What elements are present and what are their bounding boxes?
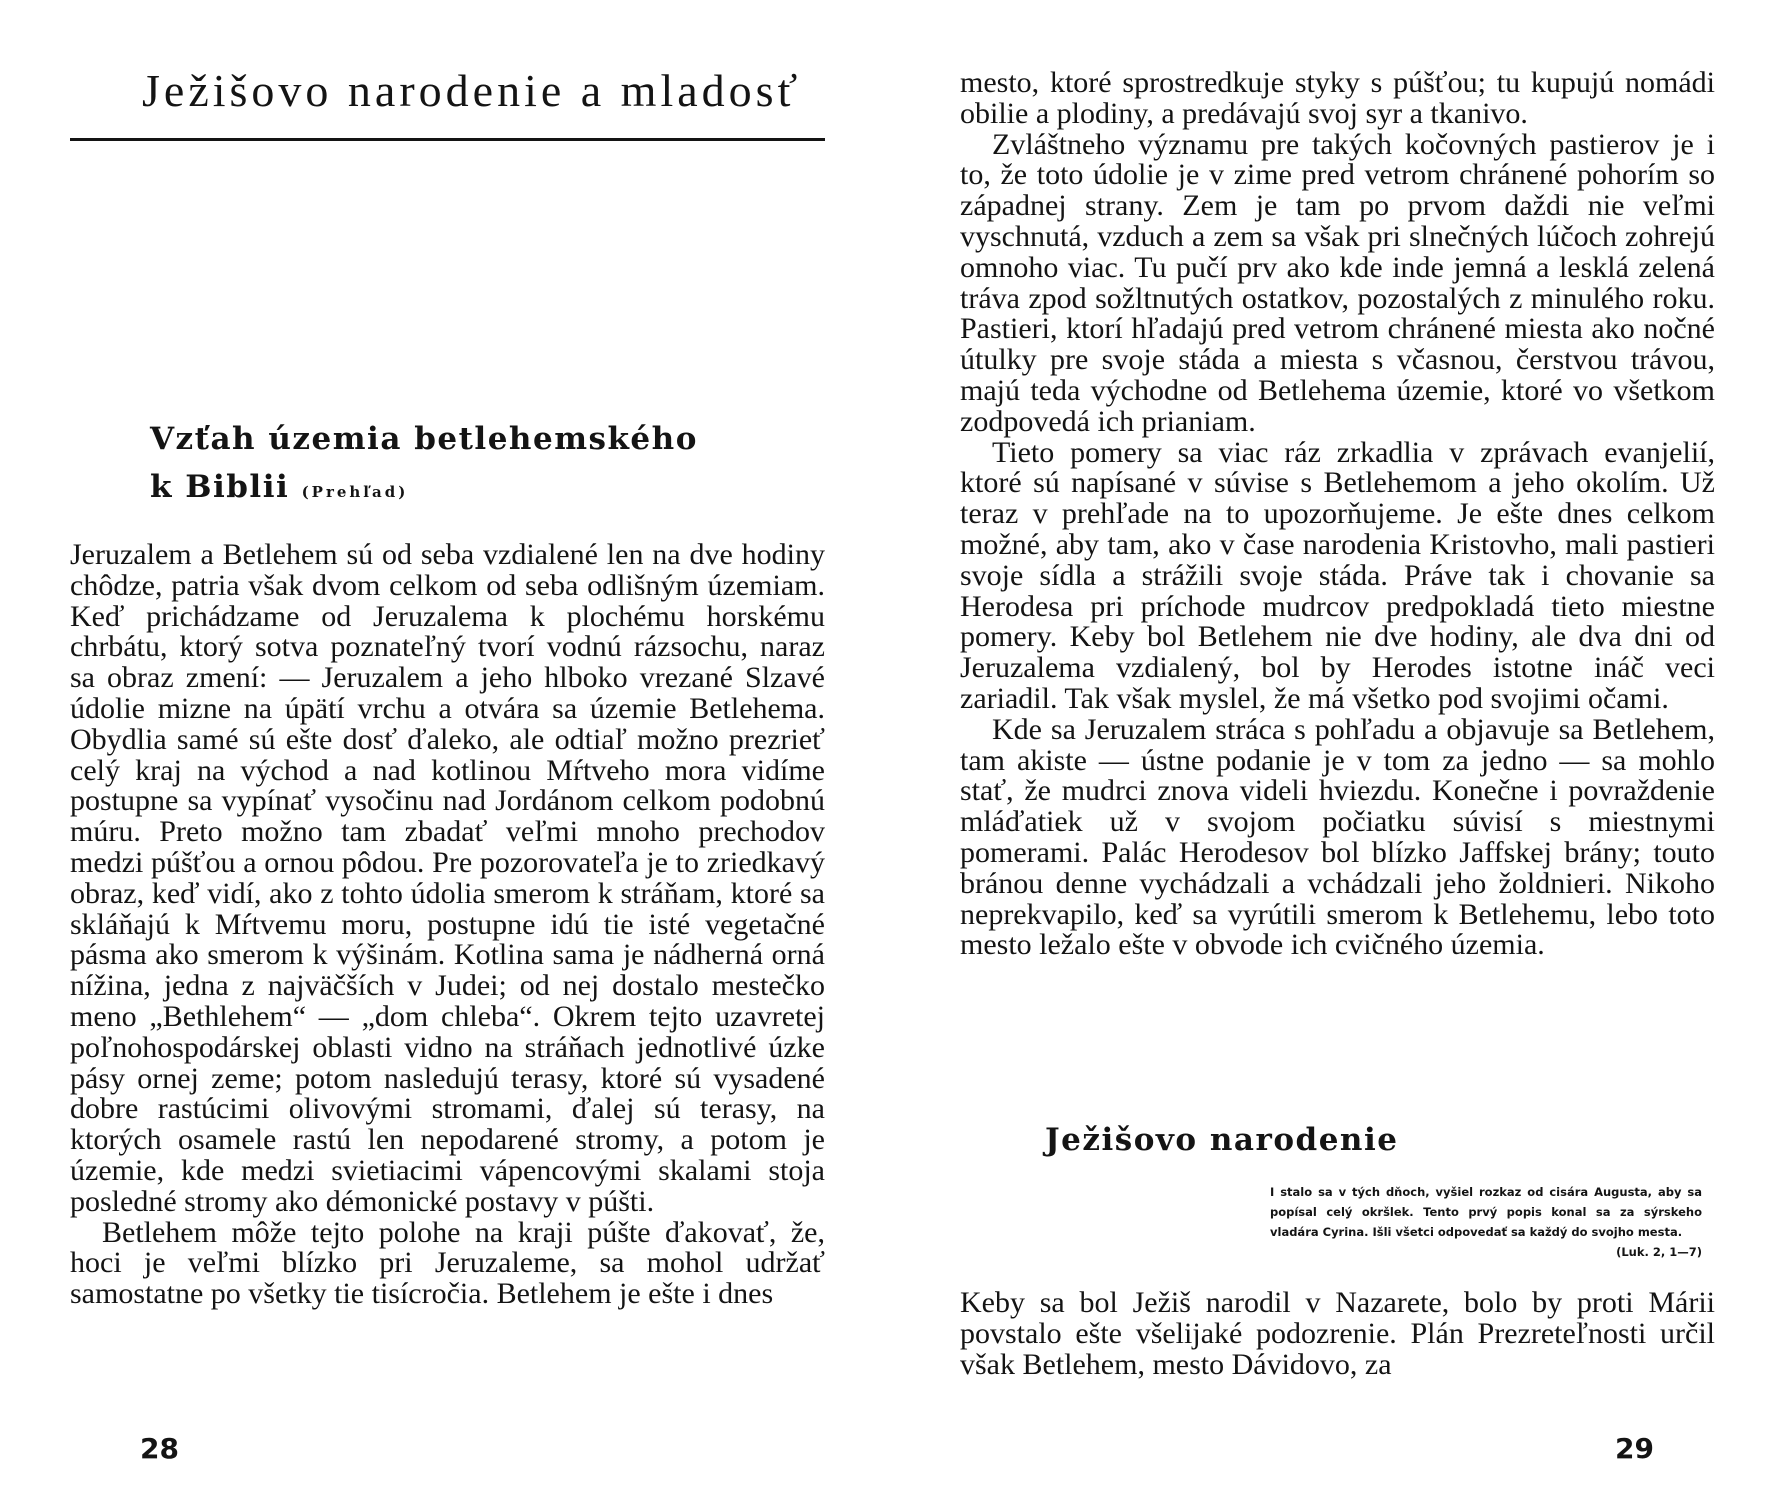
right-body-text-bottom — [960, 1288, 1715, 1380]
paragraph: mesto, ktoré sprostredkuje styky s púšťou; tu kupujú nomádi obilie a plodiny, a predávajú svoj syr a tkanivo. — [960, 66, 1715, 130]
right-body-text — [960, 68, 1715, 961]
page-number: 29 — [1615, 1432, 1654, 1465]
right-page — [960, 0, 1715, 1500]
left-page — [70, 0, 825, 1500]
title-rule — [70, 138, 825, 141]
paragraph: Keby sa bol Ježiš narodil v Nazarete, bolo by proti Márii povstalo ešte všelijaké podozrenie. Plán Prezreteľnosti určil však Betlehem, mesto Dávidovo, za — [960, 1286, 1715, 1381]
running-title: Ježišovo narodenie a mladosť — [142, 65, 802, 116]
paragraph: Kde sa Jeruzalem stráca s pohľadu a objavuje sa Betlehem, tam akiste — ústne podanie je v tom za jedno — sa mohlo stať, že mudrci znova videli hviezdu. Konečne i povraždenie mláďatiek už v svojom počiatku súvisí s miestnymi pomerami. Palác Herodesov bol blízko Jaffskej brány; touto bránou denne vychádzali a vchádzali jeho žoldnieri. Nikoho neprekvapilo, keď sa vyrútili smerom k Betlehemu, lebo toto mesto ležalo ešte v obvode ich cvičného územia. — [960, 712, 1715, 962]
section-heading-line2: k Biblii — [150, 469, 290, 505]
section-heading-line2-wrap — [150, 463, 830, 516]
section-heading — [150, 415, 830, 516]
page-number: 28 — [140, 1432, 179, 1465]
section-heading-line1: Vzťah územia betlehemského — [150, 421, 698, 457]
epigraph-reference: (Luk. 2, 1—7) — [1616, 1245, 1702, 1259]
epigraph — [1270, 1182, 1702, 1262]
paragraph: Jeruzalem a Betlehem sú od seba vzdialené len na dve hodiny chôdze, patria však dvom celkom od seba odlišným územiam. Keď prichádzame od Jeruzalema k plochému horskému chrbátu, ktorý sotva poznateľný tvorí vodnú rázsochu, naraz sa obraz zmení: — Jeruzalem a jeho hlboko vrezané Slzavé údolie mizne na úpätí vrchu a otvára sa územie Betlehema. Obydlia samé sú ešte dosť ďaleko, ale odtiaľ možno prezrieť celý kraj na východ a nad kotlinou Mŕtveho mora vidíme postupne sa vypínať vysočinu nad Jordánom celkom podobnú múru. Preto možno tam zbadať veľmi mnoho prechodov medzi púšťou a ornou pôdou. Pre pozorovateľa je to zriedkavý obraz, keď vidí, ako z tohto údolia smerom k stráňam, ktoré sa skláňajú k Mŕtvemu moru, postupne idú tie isté vegetačné pásma ako smerom k výšinám. Kotlina sama je nádherná orná nížina, jedna z najväčších v Judei; od nej dostalo mestečko meno „Bethlehem“ — „dom chleba“. Okrem tejto uzavretej poľnohospodárskej oblasti vidno na stráňach jednotlivé úzke pásy ornej zeme; potom nasledujú terasy, ktoré sú vysadené dobre rastúcimi olivovými stromami, ďalej sú terasy, na ktorých osamele rastú len nepodarené stromy, a potom je územie, kde medzi svietiacimi vápencovými skalami stoja posledné stromy ako démonické postavy v púšti. — [70, 538, 825, 1218]
paragraph: Betlehem môže tejto polohe na kraji púšte ďakovať, že, hoci je veľmi blízko pri Jeruzaleme, sa mohol udržať samostatne po všetky tie tisícročia. Betlehem je ešte i dnes — [70, 1215, 825, 1311]
paragraph: Tieto pomery sa viac ráz zrkadlia v zprávach evanjelií, ktoré sú napísané v súvise s Betlehemom a jeho okolím. Už teraz v prehľade na to upozorňujeme. Je ešte dnes celkom možné, aby tam, ako v čase narodenia Kristovho, mali pastieri svoje sídla a strážili svoje stáda. Práve tak i chovanie sa Herodesa pri príchode mudrcov predpokladá tieto miestne pomery. Keby bol Betlehem nie dve hodiny, ale dva dni od Jeruzalema vzdialený, bol by Herodes istotne ináč veci zariadil. Tak však myslel, že má všetko pod svojimi očami. — [960, 435, 1715, 715]
chapter-heading: Ježišovo narodenie — [1045, 1122, 1399, 1158]
paragraph: Zvláštneho významu pre takých kočovných pastierov je i to, že toto údolie je v zime pred vetrom chránené pohorím so západnej strany. Zem je tam po prvom daždi nie veľmi vyschnutá, vzduch a zem sa však pri slnečných lúčoch zohrejú omnoho viac. Tu pučí prv ako kde inde jemná a lesklá zelená tráva zpod sožltnutých ostatkov, pozostalých z minulého roku. Pastieri, ktorí hľadajú pred vetrom chránené miesta ako nočné útulky pre svoje stáda a miesta s včasnou, čerstvou trávou, majú teda východne od Betlehema územie, ktoré vo všetkom zodpovedá ich prianiam. — [960, 127, 1715, 438]
epigraph-text: I stalo sa v tých dňoch, vyšiel rozkaz od cisára Augusta, aby sa popísal celý okršlek. Tento prvý popis konal sa za sýrskeho vladára Cyrina. Išli všetci odpovedať sa každý do svojho mesta. — [1270, 1185, 1702, 1239]
left-body-text — [70, 540, 825, 1310]
section-heading-sub: (Prehľad) — [301, 483, 409, 501]
